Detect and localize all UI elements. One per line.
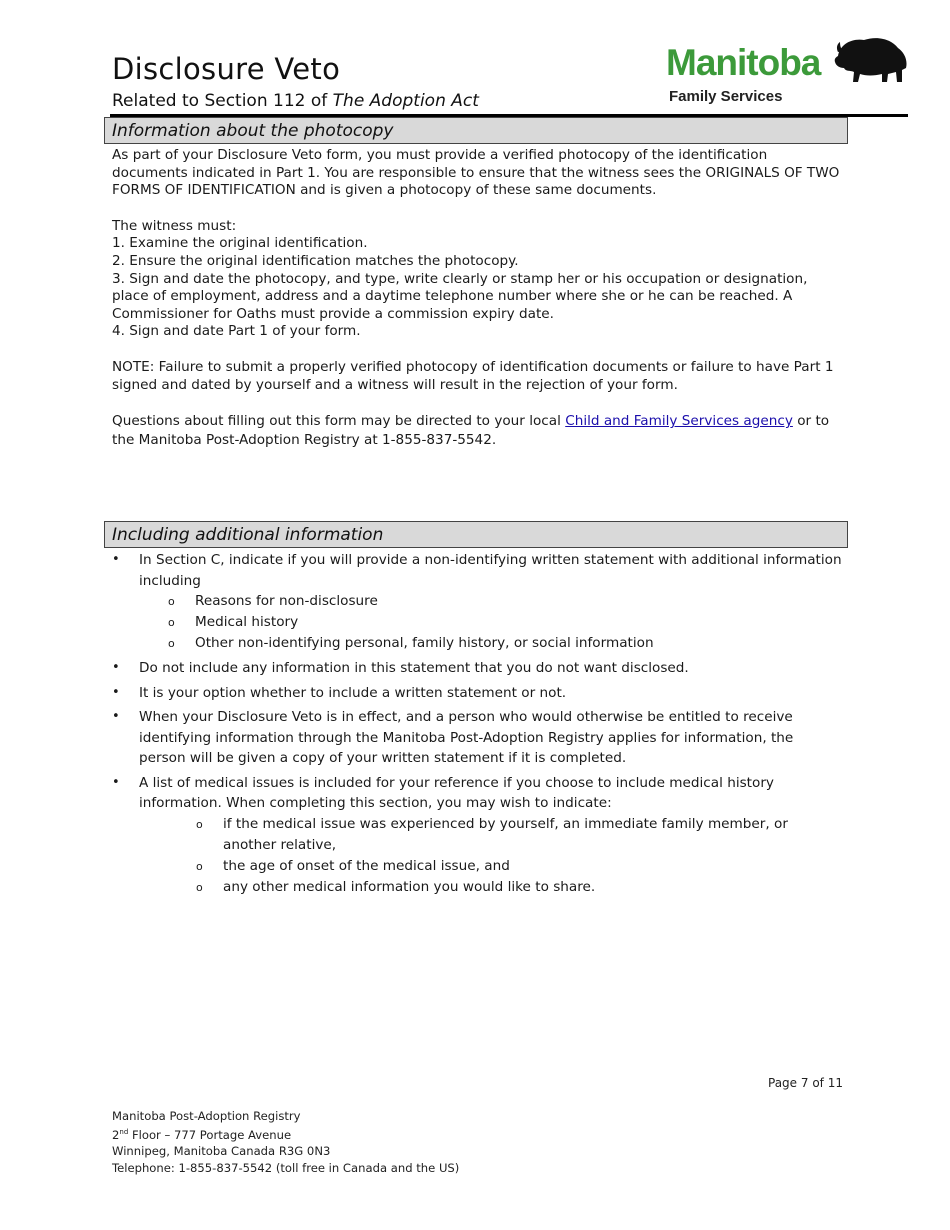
page-number: Page 7 of 11 bbox=[768, 1076, 843, 1090]
medical-details-list bbox=[139, 814, 842, 898]
list-item: o if the medical issue was experienced by yourself, an immediate family member, or another relative, bbox=[139, 814, 842, 856]
bullet-text: A list of medical issues is included for your reference if you choose to include medical history information. When completing this section, you may wish to indicate: bbox=[139, 774, 774, 811]
witness-step: 1. Examine the original identification. bbox=[112, 235, 368, 252]
footer-floor-suffix: nd bbox=[119, 1128, 129, 1137]
logo-wordmark: Manitoba bbox=[666, 42, 821, 83]
photocopy-section-heading: Information about the photocopy bbox=[104, 117, 848, 144]
list-item: • Do not include any information in this statement that you do not want disclosed. bbox=[112, 658, 842, 679]
footer-line: Telephone: 1-855-837-5542 (toll free in Canada and the US) bbox=[112, 1160, 460, 1175]
subtitle-prefix: Related to Section 112 of bbox=[112, 91, 333, 111]
list-item: o Reasons for non-disclosure bbox=[139, 591, 842, 612]
list-item bbox=[112, 550, 842, 654]
list-item: • When your Disclosure Veto is in effect, and a person who would otherwise be entitled to receive identifying information through the Manitoba Post-Adoption Registry applies for information, the person will be given a copy of your written statement if it is completed. bbox=[112, 707, 842, 769]
questions-suffix: or to the Manitoba Post-Adoption Registry at 1-855-837-5542. bbox=[112, 413, 830, 449]
statement-topics-list bbox=[139, 591, 842, 654]
witness-intro: The witness must: bbox=[112, 217, 237, 234]
list-item: o Medical history bbox=[139, 612, 842, 633]
footer-line: Manitoba Post-Adoption Registry bbox=[112, 1109, 301, 1123]
footer-address bbox=[112, 1108, 459, 1176]
witness-step: 2. Ensure the original identification matches the photocopy. bbox=[112, 252, 519, 269]
additional-section-heading: Including additional information bbox=[104, 521, 848, 548]
witness-step: 4. Sign and date Part 1 of your form. bbox=[112, 323, 361, 340]
list-item: o Other non-identifying personal, family history, or social information bbox=[139, 633, 842, 654]
list-item: o the age of onset of the medical issue, and bbox=[139, 856, 842, 877]
list-item: o any other medical information you would like to share. bbox=[139, 877, 842, 898]
additional-info-list bbox=[112, 550, 842, 902]
page-subtitle bbox=[112, 91, 479, 111]
note-text: NOTE: Failure to submit a properly verified photocopy of identification documents or failure to have Part 1 signed and dated by yourself and a witness will result in the rejection of your form. bbox=[112, 358, 834, 393]
photocopy-section-body bbox=[112, 147, 842, 450]
list-item: • It is your option whether to include a written statement or not. bbox=[112, 683, 842, 704]
footer-line bbox=[112, 1124, 459, 1143]
footer-floor-number: 2 bbox=[112, 1128, 120, 1143]
footer-street: Floor – 777 Portage Avenue bbox=[128, 1128, 292, 1143]
list-item bbox=[112, 773, 842, 898]
photocopy-intro: As part of your Disclosure Veto form, you must provide a verified photocopy of the identification documents indicated in Part 1. You are responsible to ensure that the witness sees the ORIGINALS OF TWO FORMS OF IDENTIFICATION and is given a photocopy of these same documents. bbox=[112, 147, 840, 199]
page-title: Disclosure Veto bbox=[112, 52, 341, 86]
questions-text bbox=[112, 412, 842, 450]
bullet-text: In Section C, indicate if you will provide a non-identifying written statement with additional information including bbox=[139, 552, 842, 589]
bison-icon bbox=[832, 34, 910, 86]
subtitle-act: The Adoption Act bbox=[332, 91, 479, 111]
manitoba-logo bbox=[666, 34, 910, 114]
questions-prefix: Questions about filling out this form may be directed to your local bbox=[112, 413, 566, 430]
logo-department: Family Services bbox=[669, 88, 783, 105]
cfs-agency-link[interactable]: Child and Family Services agency bbox=[565, 413, 793, 430]
witness-step: 3. Sign and date the photocopy, and type, write clearly or stamp her or his occupation or designation, place of employment, address and a daytime telephone number where she or he can be reached. A Commissioner for Oaths must provide a commission expiry date. bbox=[112, 270, 808, 322]
footer-line: Winnipeg, Manitoba Canada R3G 0N3 bbox=[112, 1144, 331, 1159]
